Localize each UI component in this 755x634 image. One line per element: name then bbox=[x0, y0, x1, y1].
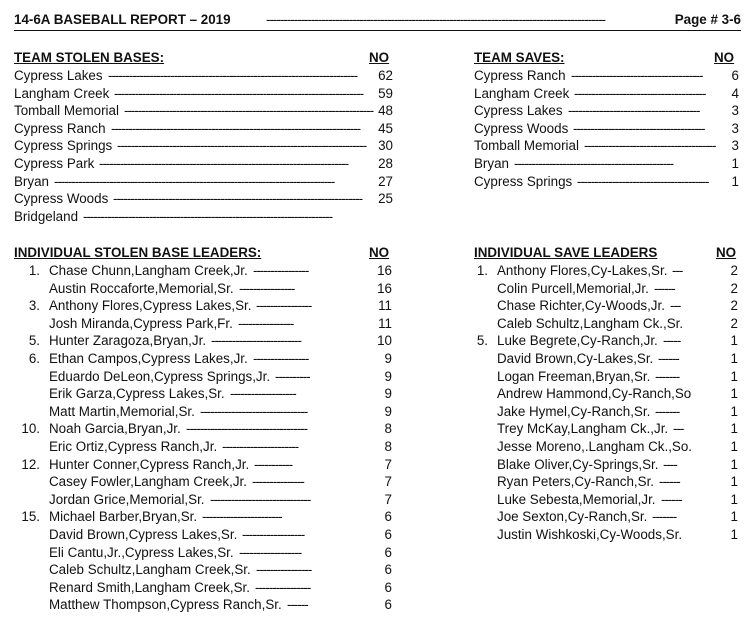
leader-dashes: ------------------------------------------------------------------------ bbox=[111, 120, 361, 136]
leader-dashes: -------------------------------------- bbox=[568, 103, 700, 119]
stat-value: 6 bbox=[384, 562, 392, 578]
page-number: Page # 3-6 bbox=[674, 12, 741, 27]
stat-value: 9 bbox=[384, 403, 392, 419]
leader-dashes: ---------------- bbox=[253, 351, 309, 366]
stat-value: 1 bbox=[730, 491, 738, 507]
player-name: Luke Begrete,Cy-Ranch,Jr. bbox=[497, 333, 658, 349]
team-saves-title: TEAM SAVES: bbox=[474, 50, 565, 65]
stat-value: 27 bbox=[378, 173, 393, 189]
player-name: Austin Roccaforte,Memorial,Sr. bbox=[49, 280, 234, 296]
stat-value: 1 bbox=[731, 156, 739, 171]
player-name: Caleb Schultz,Langham Ck.,Sr. bbox=[497, 315, 684, 331]
player-name: Colin Purcell,Memorial,Jr. bbox=[497, 280, 649, 296]
player-name: Matthew Thompson,Cypress Ranch,Sr. bbox=[49, 597, 282, 613]
stat-value: 6 bbox=[384, 579, 392, 595]
rank: 1. bbox=[476, 263, 488, 278]
leader-dashes: ---------------- bbox=[256, 298, 312, 314]
stat-value: 4 bbox=[731, 85, 739, 101]
stat-value: 1 bbox=[730, 456, 738, 472]
stat-value: 16 bbox=[377, 263, 392, 278]
player-name: Ryan Peters,Cy-Ranch,Sr. bbox=[497, 474, 655, 490]
player-name: Blake Oliver,Cy-Springs,Sr. bbox=[497, 456, 659, 472]
stat-value: 3 bbox=[731, 138, 739, 154]
stat-value: 11 bbox=[378, 315, 392, 331]
stat-value: 6 bbox=[384, 509, 392, 525]
stat-value: 30 bbox=[378, 138, 393, 154]
leader-dashes: ------ bbox=[659, 474, 680, 490]
team-saves-no-header: NO bbox=[714, 50, 735, 65]
leader-dashes: --- bbox=[672, 263, 683, 278]
rank: 5. bbox=[28, 333, 40, 349]
leader-dashes: -------------------------------------- bbox=[577, 173, 709, 189]
team-name: Langham Creek bbox=[474, 85, 570, 101]
stat-value: 8 bbox=[384, 421, 392, 437]
leader-dashes: -------------------------------------- bbox=[573, 120, 705, 136]
player-name: Renard Smith,Langham Creek,Sr. bbox=[49, 579, 250, 595]
leader-dashes: ------------------ bbox=[239, 544, 302, 560]
player-name: Chase Chunn,Langham Creek,Jr. bbox=[49, 263, 248, 278]
stat-value: 11 bbox=[378, 298, 392, 314]
stat-value: 1 bbox=[730, 421, 738, 437]
player-name: Erik Garza,Cypress Lakes,Sr. bbox=[49, 386, 225, 402]
team-name: Tomball Memorial bbox=[14, 103, 119, 119]
team-name: Bryan bbox=[474, 156, 509, 171]
leader-dashes: -------------------------------------- bbox=[574, 85, 706, 101]
leader-dashes: ------- bbox=[655, 403, 680, 419]
stat-value: 1 bbox=[730, 439, 738, 454]
stat-value: 1 bbox=[730, 403, 738, 419]
save-leaders-no-header: NO bbox=[716, 245, 737, 260]
save-leaders-title: INDIVIDUAL SAVE LEADERS bbox=[474, 245, 658, 260]
player-name: Josh Miranda,Cypress Park,Fr. bbox=[49, 315, 233, 331]
stat-value: 6 bbox=[384, 597, 392, 613]
team-name: Bridgeland bbox=[14, 208, 79, 224]
leader-dashes: -------------------------- bbox=[211, 333, 301, 349]
leader-dashes: ------------------------------------------------------------------------ bbox=[117, 138, 367, 154]
leader-dashes: ---------------- bbox=[238, 315, 294, 331]
leader-dashes: --- bbox=[673, 421, 684, 437]
leader-dashes: ------- bbox=[652, 509, 677, 525]
leader-dashes: ---------------- bbox=[255, 579, 311, 595]
team-name: Cypress Springs bbox=[474, 173, 573, 189]
stat-value: 1 bbox=[730, 527, 738, 542]
team-name: Langham Creek bbox=[14, 85, 110, 101]
leader-dashes: ----------------------------- bbox=[210, 491, 311, 507]
player-name: Joe Sexton,Cy-Ranch,Sr. bbox=[497, 509, 648, 525]
stat-value: 62 bbox=[378, 68, 393, 83]
leader-dashes: ------- bbox=[655, 368, 680, 384]
leader-dashes: ------------------- bbox=[230, 386, 296, 402]
rank: 12. bbox=[21, 456, 40, 472]
player-name: Anthony Flores,Cy-Lakes,Sr. bbox=[497, 263, 668, 278]
player-name: Michael Barber,Bryan,Sr. bbox=[49, 509, 198, 525]
rank: 10. bbox=[21, 421, 40, 437]
player-name: Chase Richter,Cy-Woods,Jr. bbox=[497, 298, 665, 314]
player-name: Eric Ortiz,Cypress Ranch,Jr. bbox=[49, 439, 218, 454]
team-name: Cypress Woods bbox=[14, 191, 109, 207]
leader-dashes: ------------------------------------------------------------------------ bbox=[99, 156, 349, 171]
stat-value: 1 bbox=[730, 386, 738, 402]
stat-value: 1 bbox=[730, 351, 738, 366]
team-name: Cypress Park bbox=[14, 156, 95, 171]
team-name: Cypress Ranch bbox=[14, 120, 106, 136]
stat-value: 9 bbox=[384, 351, 392, 366]
header-leader: -------------------------------------------------------------------------------------------------- bbox=[266, 12, 605, 27]
player-name: Hunter Conner,Cypress Ranch,Jr. bbox=[49, 456, 250, 472]
team-name: Bryan bbox=[14, 173, 49, 189]
leader-dashes: ----------------------- bbox=[202, 509, 282, 525]
player-name: Luke Sebesta,Memorial,Jr. bbox=[497, 491, 656, 507]
leader-dashes: ----- bbox=[663, 333, 681, 349]
leader-dashes: ----------- bbox=[254, 456, 293, 472]
stat-value: 2 bbox=[730, 263, 738, 278]
player-name: Matt Martin,Memorial,Sr. bbox=[49, 403, 195, 419]
leader-dashes: ----------------------------------- bbox=[186, 421, 308, 437]
leader-dashes: --------------------------------------------------------------------------------- bbox=[54, 173, 335, 189]
team-stolen-bases-title: TEAM STOLEN BASES: bbox=[14, 50, 165, 65]
rank: 1. bbox=[28, 263, 40, 278]
player-name: Jake Hymel,Cy-Ranch,Sr. bbox=[497, 403, 651, 419]
leader-dashes: -------------------------------------- bbox=[571, 68, 703, 83]
report-title: 14-6A BASEBALL REPORT – 2019 bbox=[14, 12, 231, 27]
stat-value: 1 bbox=[731, 173, 739, 189]
stat-value: 7 bbox=[384, 474, 392, 490]
leader-dashes: ------------------ bbox=[242, 527, 305, 542]
stat-value: 16 bbox=[377, 280, 392, 296]
leader-dashes: ------ bbox=[658, 351, 679, 366]
leader-dashes: ---- bbox=[663, 456, 677, 472]
team-name: Tomball Memorial bbox=[474, 138, 579, 154]
rank: 3. bbox=[28, 298, 40, 314]
leader-dashes: ---------------- bbox=[239, 280, 295, 296]
stat-value: 10 bbox=[377, 333, 392, 349]
player-name: Ethan Campos,Cypress Lakes,Jr. bbox=[49, 351, 248, 366]
stat-value: 6 bbox=[384, 544, 392, 560]
stat-value: 28 bbox=[378, 156, 393, 171]
stat-value: 1 bbox=[730, 474, 738, 490]
player-name: David Brown,Cypress Lakes,Sr. bbox=[49, 527, 238, 542]
player-name: Noah Garcia,Bryan,Jr. bbox=[49, 421, 181, 437]
player-name: David Brown,Cy-Lakes,Sr. bbox=[497, 351, 654, 366]
stat-value: 25 bbox=[378, 191, 393, 207]
stat-value: 3 bbox=[731, 103, 739, 119]
leader-dashes: ------ bbox=[661, 491, 682, 507]
leader-dashes: ------------------------------- bbox=[200, 403, 308, 419]
player-name: Anthony Flores,Cypress Lakes,Sr. bbox=[49, 298, 252, 314]
leader-dashes: ------------------------------------------------------------------------ bbox=[108, 68, 358, 83]
stat-value: 2 bbox=[730, 315, 738, 331]
rank: 5. bbox=[476, 333, 488, 349]
stat-value: 48 bbox=[378, 103, 393, 119]
team-name: Cypress Lakes bbox=[474, 103, 563, 119]
player-name: Casey Fowler,Langham Creek,Jr. bbox=[49, 474, 247, 490]
leader-dashes: ---------- bbox=[275, 368, 310, 384]
stat-value: 59 bbox=[378, 85, 393, 101]
stat-value: 9 bbox=[384, 368, 392, 384]
player-name: Caleb Schultz,Langham Creek,Sr. bbox=[49, 562, 251, 578]
stat-value: 7 bbox=[384, 491, 392, 507]
stat-value: 9 bbox=[384, 386, 392, 402]
leader-dashes: ------------------------------------------------------------------------ bbox=[114, 85, 364, 101]
rank: 6. bbox=[28, 351, 40, 366]
team-name: Cypress Springs bbox=[14, 138, 113, 154]
player-name: Eli Cantu,Jr.,Cypress Lakes,Sr. bbox=[49, 544, 234, 560]
leader-dashes: ------------------------------------------------------------------------ bbox=[124, 103, 374, 119]
leader-dashes: ---------------- bbox=[253, 263, 309, 278]
player-name: Logan Freeman,Bryan,Sr. bbox=[497, 368, 651, 384]
stat-value: 45 bbox=[378, 120, 393, 136]
leader-dashes: ------------------------------------------------------------------------ bbox=[113, 191, 363, 207]
team-name: Cypress Lakes bbox=[14, 68, 103, 83]
leader-dashes: --- bbox=[670, 298, 681, 314]
stat-value: 2 bbox=[730, 298, 738, 314]
player-name: Jesse Moreno,.Langham Ck.,So. bbox=[497, 439, 693, 454]
team-name: Cypress Ranch bbox=[474, 68, 566, 83]
leader-dashes: ---------------------------------------------- bbox=[514, 156, 674, 171]
stat-value: 2 bbox=[730, 280, 738, 296]
stat-value: 3 bbox=[731, 120, 739, 136]
stat-value: 7 bbox=[384, 456, 392, 472]
leader-dashes: ------ bbox=[654, 280, 675, 296]
stat-value: 1 bbox=[730, 509, 738, 525]
leader-dashes: -------------------------------------- bbox=[584, 138, 716, 154]
stat-value: 1 bbox=[730, 333, 738, 349]
leader-dashes: ------ bbox=[287, 597, 308, 613]
rank: 15. bbox=[21, 509, 40, 525]
stat-value: 6 bbox=[384, 527, 392, 542]
leader-dashes: --------------- bbox=[252, 474, 304, 490]
team-name: Cypress Woods bbox=[474, 120, 569, 136]
player-name: Jordan Grice,Memorial,Sr. bbox=[49, 491, 205, 507]
stat-value: 1 bbox=[730, 368, 738, 384]
stat-value: 8 bbox=[384, 439, 392, 454]
stat-value: 6 bbox=[731, 68, 739, 83]
player-name: Andrew Hammond,Cy-Ranch,So bbox=[497, 386, 692, 402]
player-name: Eduardo DeLeon,Cypress Springs,Jr. bbox=[49, 368, 271, 384]
player-name: Hunter Zaragoza,Bryan,Jr. bbox=[49, 333, 207, 349]
leader-dashes: ---------------------- bbox=[222, 439, 299, 454]
sb-leaders-no-header: NO bbox=[369, 245, 390, 260]
team-stolen-bases-no-header: NO bbox=[369, 50, 390, 65]
leader-dashes: ------------------------------------------------------------------------ bbox=[83, 208, 333, 224]
leader-dashes: ---------------- bbox=[256, 562, 312, 578]
report-header bbox=[14, 12, 741, 31]
player-name: Trey McKay,Langham Ck.,Jr. bbox=[497, 421, 669, 437]
player-name: Justin Wishkoski,Cy-Woods,Sr. bbox=[497, 527, 683, 542]
sb-leaders-title: INDIVIDUAL STOLEN BASE LEADERS: bbox=[14, 245, 262, 260]
